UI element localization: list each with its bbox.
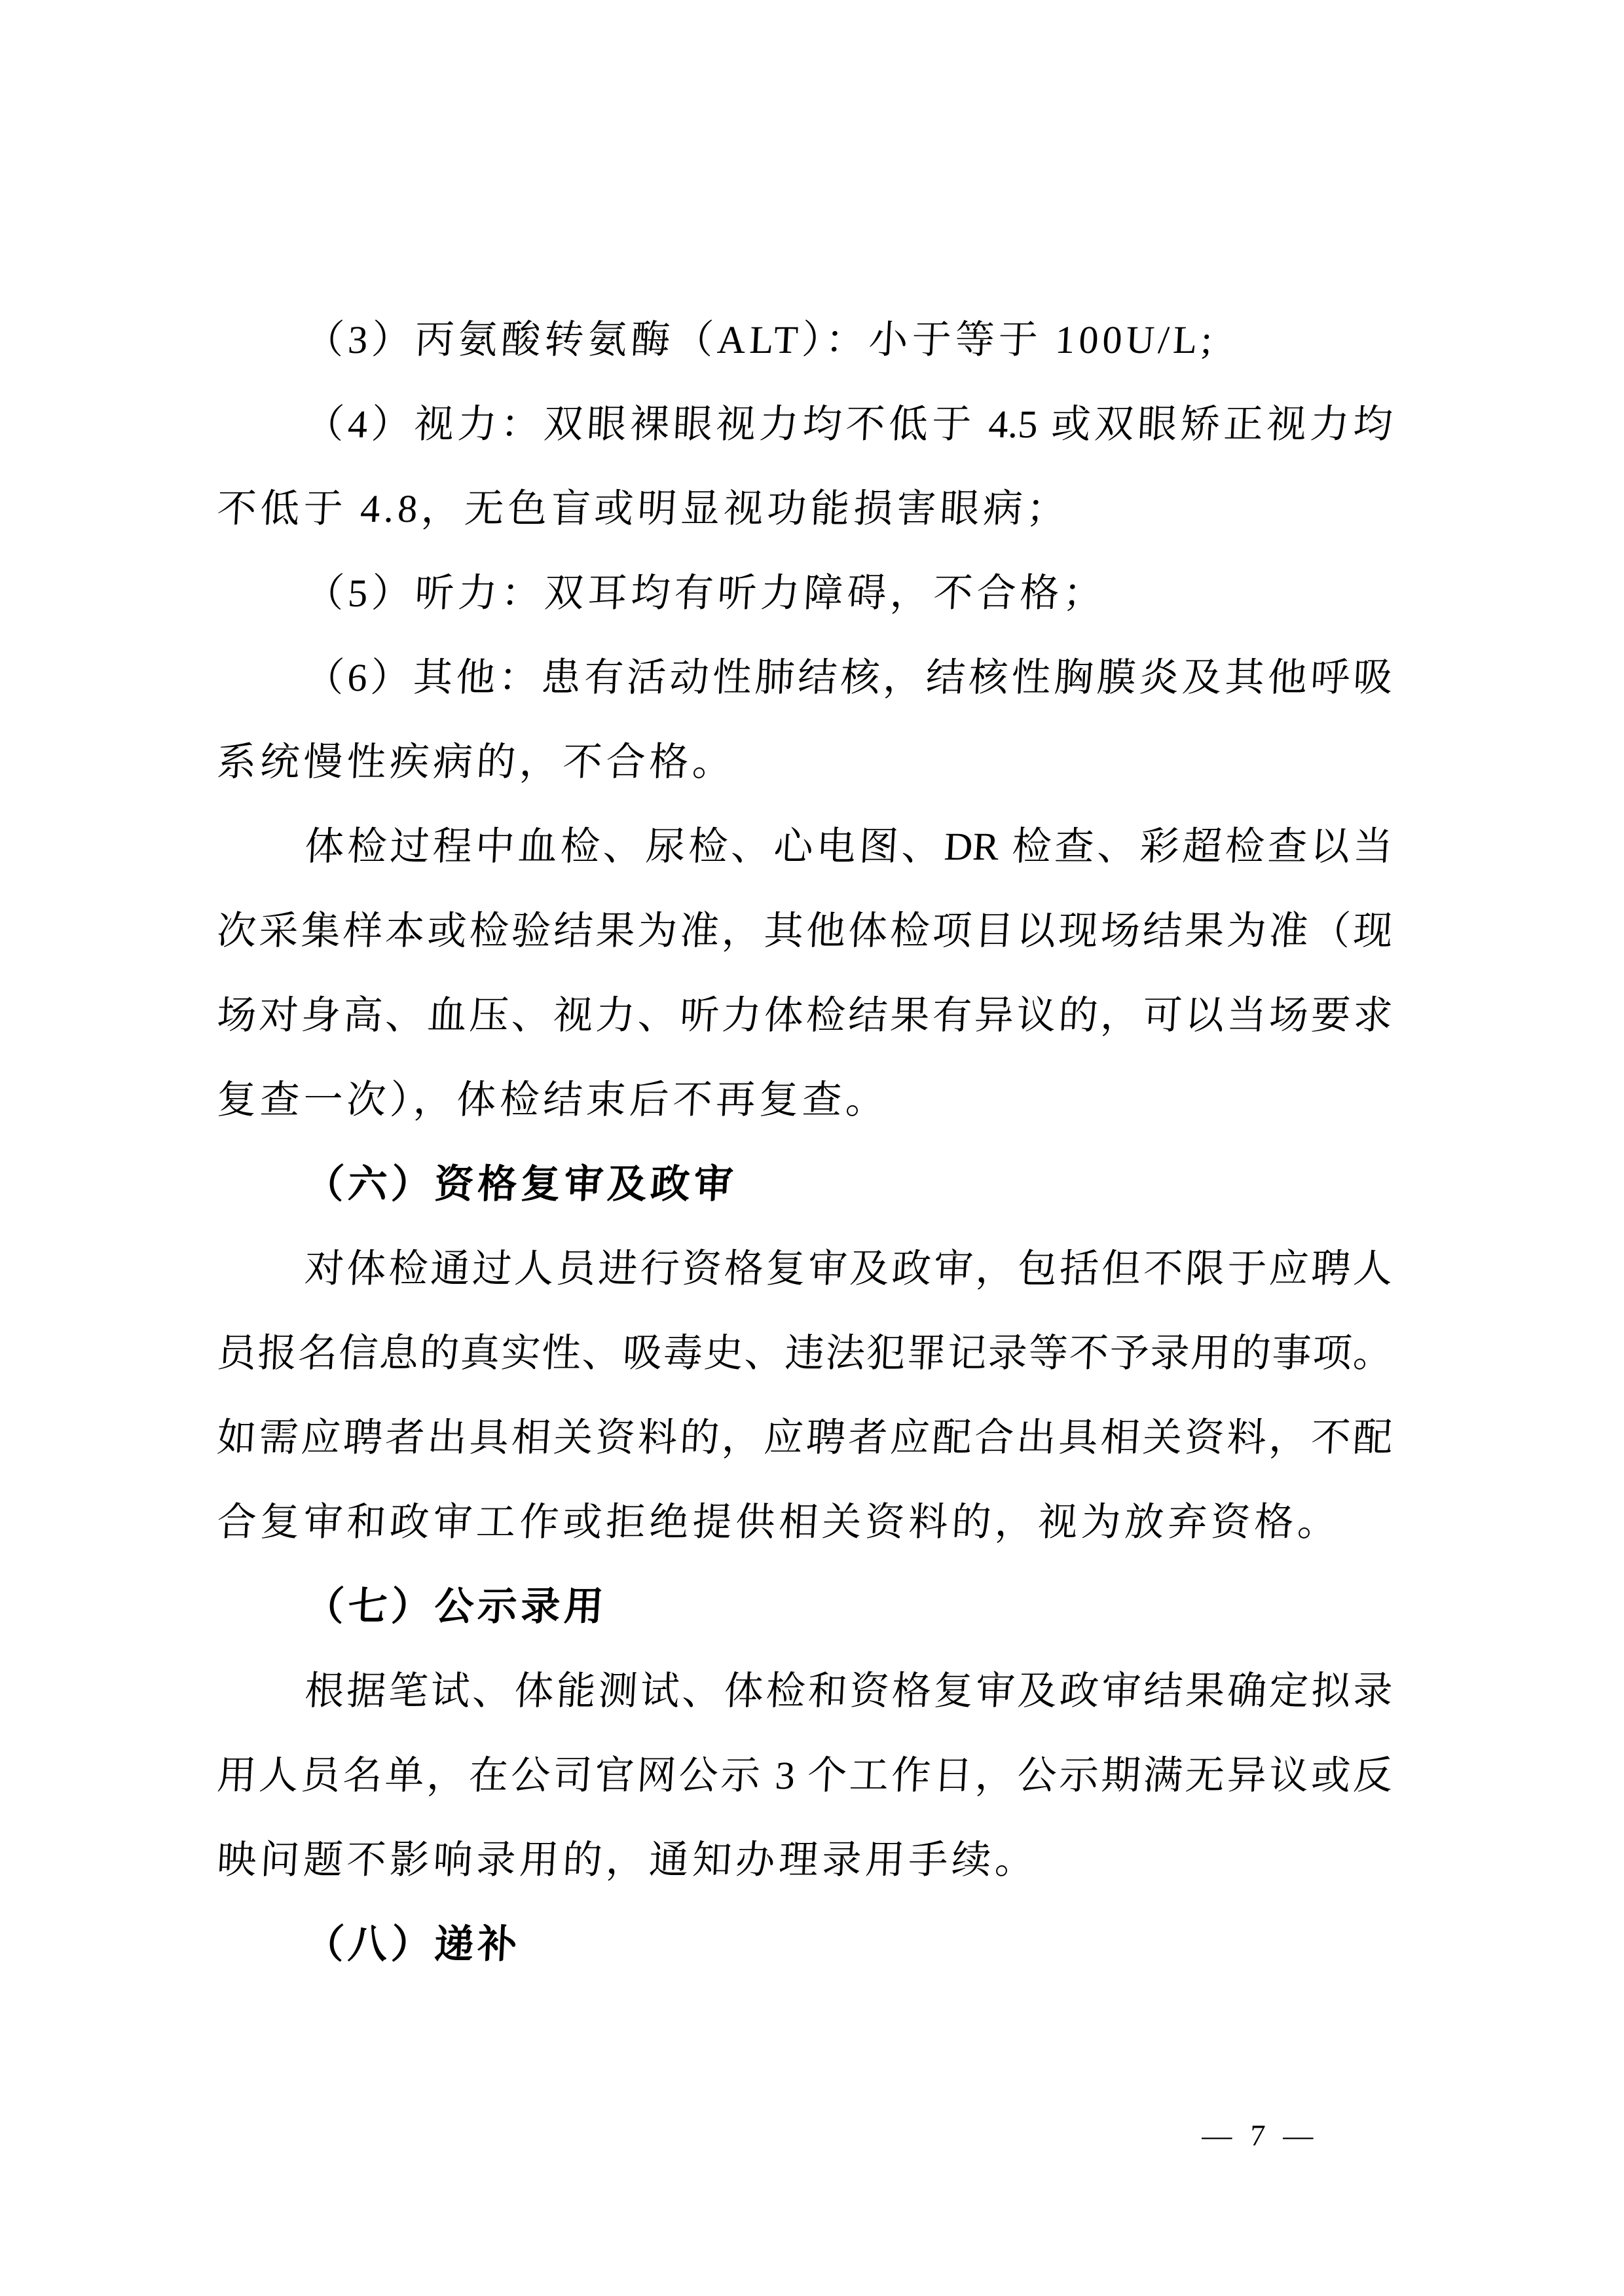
- text-line-review-cont-1: 员报名信息的真实性、吸毒史、违法犯罪记录等不予录用的事项。: [215, 1332, 1394, 1375]
- section-heading-7: （七）公示录用: [303, 1585, 609, 1628]
- text-line-exam-note-cont-3: 复查一次），体检结束后不再复查。: [215, 1078, 891, 1121]
- text-line-publicity-cont-2: 映问题不影响录用的，通知办理录用手续。: [215, 1838, 1040, 1882]
- text-line-exam-note-cont-2: 场对身高、血压、视力、听力体检结果有异议的，可以当场要求: [215, 994, 1394, 1037]
- text-line-item-3: （3）丙氨酸转氨酶（ALT）：小于等于 100U/L;: [303, 318, 1217, 361]
- section-heading-6: （六）资格复审及政审: [303, 1163, 739, 1206]
- page-number: — 7 —: [1201, 2119, 1320, 2152]
- text-line-item-5: （5）听力：双耳均有听力障碍，不合格；: [303, 572, 1108, 615]
- text-line-exam-note-cont-1: 次采集样本或检验结果为准，其他体检项目以现场结果为准（现: [215, 909, 1394, 953]
- text-line-review-cont-2: 如需应聘者出具相关资料的，应聘者应配合出具相关资料，不配: [215, 1416, 1394, 1459]
- text-line-review-para: 对体检通过人员进行资格复审及政审，包括但不限于应聘人: [303, 1247, 1394, 1290]
- text-line-review-cont-3: 合复审和政审工作或拒绝提供相关资料的，视为放弃资格。: [215, 1501, 1342, 1544]
- text-line-item-4: （4）视力：双眼裸眼视力均不低于 4.5 或双眼矫正视力均: [303, 403, 1394, 446]
- text-line-publicity-para: 根据笔试、体能测试、体检和资格复审及政审结果确定拟录: [303, 1669, 1394, 1713]
- text-line-publicity-cont-1: 用人员名单，在公司官网公示 3 个工作日，公示期满无异议或反: [215, 1754, 1394, 1797]
- section-heading-8: （八）递补: [303, 1923, 523, 1966]
- document-body: [215, 298, 1394, 1987]
- text-line-item-6-cont: 系统慢性疾病的，不合格。: [215, 740, 737, 784]
- text-line-item-6: （6）其他：患有活动性肺结核，结核性胸膜炎及其他呼吸: [303, 656, 1394, 699]
- text-line-exam-note: 体检过程中血检、尿检、心电图、DR 检查、彩超检查以当: [303, 825, 1394, 868]
- text-line-item-4-cont: 不低于 4.8，无色盲或明显视功能损害眼病；: [215, 487, 1071, 530]
